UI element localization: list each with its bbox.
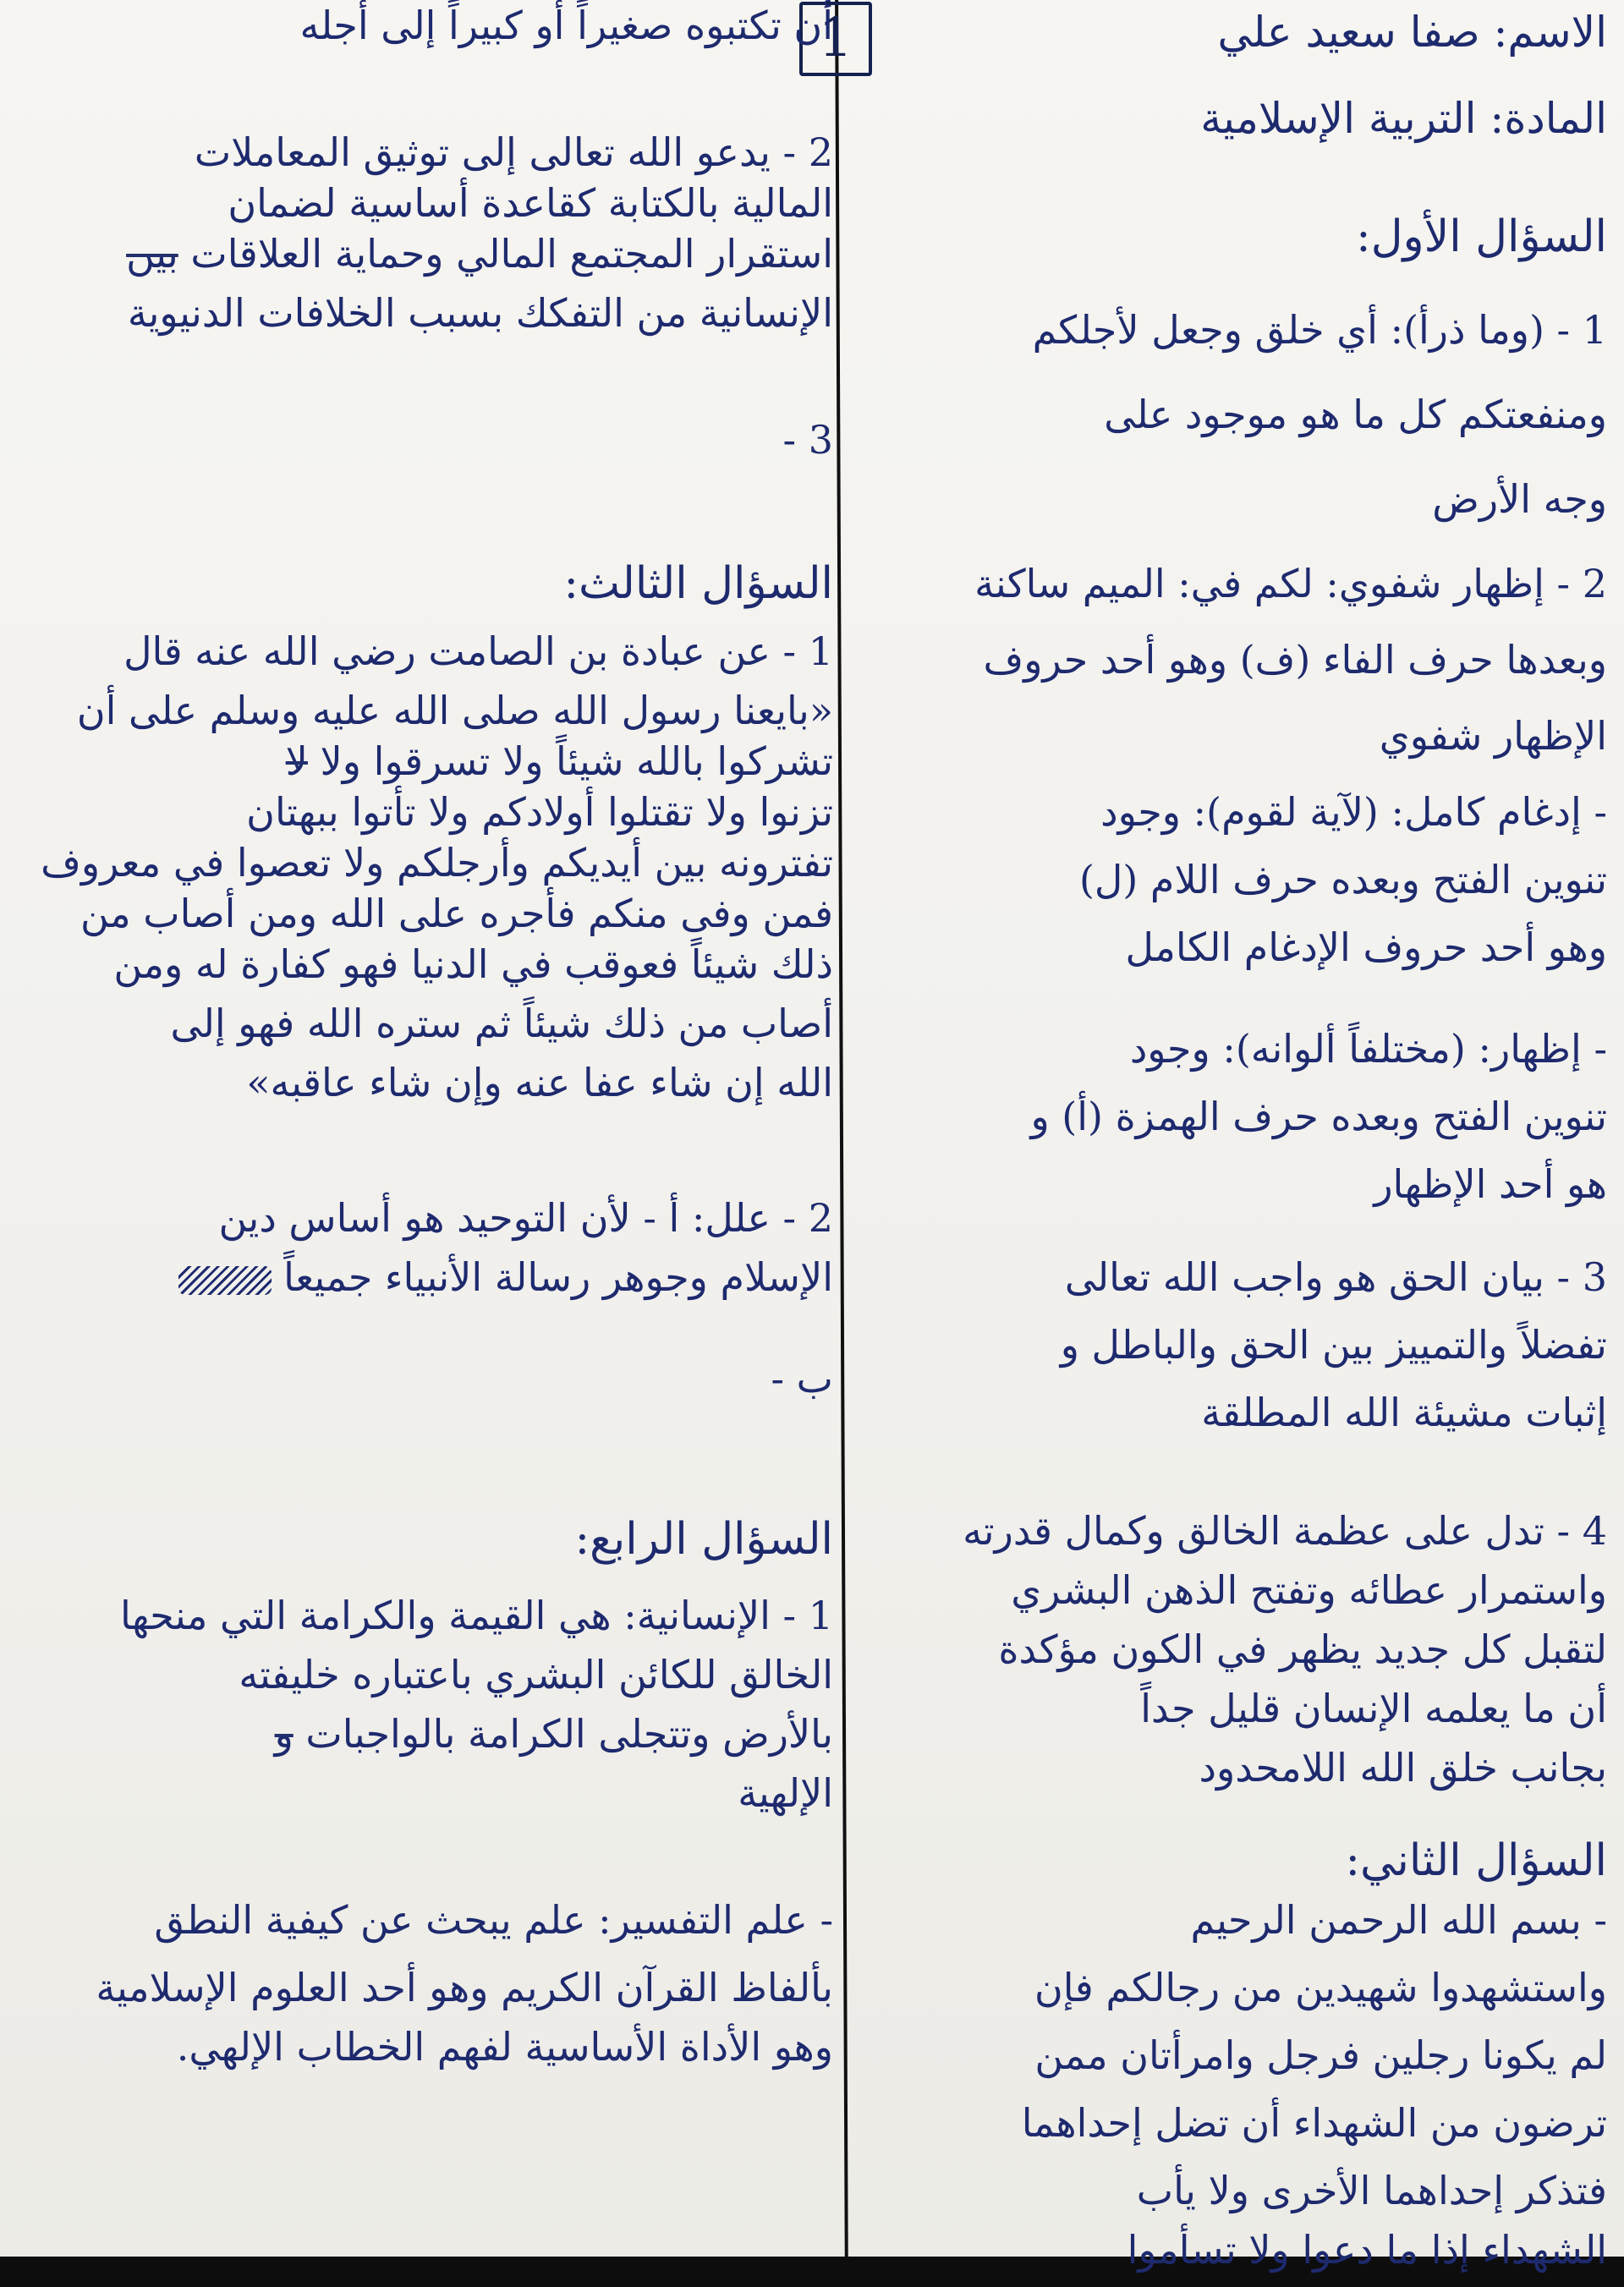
question-heading: السؤال الثاني: bbox=[1345, 1835, 1607, 1886]
answer-line: - إظهار: (مختلفاً ألوانه): وجود bbox=[1129, 1026, 1607, 1072]
answer-line: 2 - إظهار شفوي: لكم في: الميم ساكنة bbox=[974, 561, 1607, 606]
subject-line: المادة: التربية الإسلامية bbox=[1200, 94, 1607, 143]
answer-line: 2 - يدعو الله تعالى إلى توثيق المعاملات bbox=[194, 129, 833, 175]
answer-line: ذلك شيئاً فعوقب في الدنيا فهو كفارة له ومن bbox=[113, 941, 833, 987]
answer-line: الإسلام وجوهر رسالة الأنبياء جميعاً bbox=[178, 1252, 833, 1303]
student-name: الاسم: صفا سعيد علي bbox=[1217, 8, 1607, 57]
answer-line: الإنسانية من التفكك بسبب الخلافات الدنيوية bbox=[127, 290, 833, 336]
answer-line: وجه الأرض bbox=[1432, 476, 1607, 522]
struck-out-word: بين bbox=[126, 231, 178, 277]
answer-line: 3 - بيان الحق هو واجب الله تعالى bbox=[1064, 1254, 1607, 1300]
answer-line: - علم التفسير: علم يبحث عن كيفية النطق bbox=[154, 1897, 833, 1943]
answer-line: الإظهار شفوي bbox=[1379, 713, 1607, 759]
question-heading: السؤال الثالث: bbox=[563, 558, 833, 609]
answer-line: 3 - bbox=[782, 417, 833, 463]
answer-line: تفضلاً والتمييز بين الحق والباطل و bbox=[1060, 1322, 1607, 1368]
answer-line: 2 - علل: أ - لأن التوحيد هو أساس دين bbox=[218, 1195, 833, 1241]
answer-line: واستمرار عطائه وتفتح الذهن البشري bbox=[1011, 1567, 1607, 1613]
answer-line: بألفاظ القرآن الكريم وهو أحد العلوم الإسلامية bbox=[96, 1965, 833, 2010]
answer-line: ومنفعتكم كل ما هو موجود على bbox=[1104, 392, 1607, 437]
answer-line: لتقبل كل جديد يظهر في الكون مؤكدة bbox=[998, 1626, 1607, 1672]
answer-line: استقرار المجتمع المالي وحماية العلاقات بين bbox=[126, 231, 833, 277]
struck-out-word: لا bbox=[285, 738, 308, 784]
answer-line: فتذكر إحداهما الأخرى ولا يأب bbox=[1136, 2168, 1607, 2213]
answer-line: - إدغام كامل: (لآية لقوم): وجود bbox=[1100, 789, 1607, 835]
answer-line: ب - bbox=[771, 1356, 833, 1401]
answer-line: 4 - تدل على عظمة الخالق وكمال قدرته bbox=[963, 1508, 1607, 1554]
answer-line: واستشهدوا شهيدين من رجالكم فإن bbox=[1034, 1965, 1607, 2010]
answer-line: هو أحد الإظهار bbox=[1374, 1161, 1607, 1207]
answer-line: أن ما يعلمه الإنسان قليل جداً bbox=[1140, 1686, 1607, 1731]
answer-line: وهو أحد حروف الإدغام الكامل bbox=[1125, 924, 1607, 970]
answer-line: الله إن شاء عفا عنه وإن شاء عاقبه» bbox=[246, 1060, 833, 1105]
answer-line: تنوين الفتح وبعده حرف الهمزة (أ) و bbox=[1030, 1094, 1607, 1139]
answer-line: 1 - الإنسانية: هي القيمة والكرامة التي منحها bbox=[119, 1593, 833, 1638]
answer-line: وهو الأداة الأساسية لفهم الخطاب الإلهي. bbox=[176, 2024, 833, 2070]
answer-line: أن تكتبوه صغيراً أو كبيراً إلى أجله bbox=[299, 3, 833, 48]
answer-line: بجانب خلق الله اللامحدود bbox=[1199, 1745, 1607, 1791]
scribbled-out-word bbox=[178, 1266, 272, 1295]
answer-line: فمن وفى منكم فأجره على الله ومن أصاب من bbox=[80, 891, 833, 936]
answer-line: تنوين الفتح وبعده حرف اللام (ل) bbox=[1078, 857, 1607, 902]
answer-line: تزنوا ولا تقتلوا أولادكم ولا تأتوا ببهتان bbox=[246, 789, 833, 835]
answer-line: وبعدها حرف الفاء (ف) وهو أحد حروف bbox=[983, 637, 1607, 683]
answer-line: لم يكونا رجلين فرجل وامرأتان ممن bbox=[1034, 2032, 1607, 2078]
answer-line: «بايعنا رسول الله صلى الله عليه وسلم على أن bbox=[76, 688, 833, 733]
question-heading: السؤال الأول: bbox=[1356, 211, 1607, 262]
question-heading: السؤال الرابع: bbox=[574, 1514, 833, 1565]
answer-line: الإلهية bbox=[738, 1770, 833, 1816]
answer-line: 1 - (وما ذرأ): أي خلق وجعل لأجلكم bbox=[1032, 307, 1607, 353]
answer-line: 1 - عن عبادة بن الصامت رضي الله عنه قال bbox=[123, 628, 833, 674]
struck-out-word: و bbox=[274, 1711, 294, 1757]
answer-line: إثبات مشيئة الله المطلقة bbox=[1201, 1390, 1607, 1435]
answer-line: الشهداء إذا ما دعوا ولا تسأموا bbox=[1127, 2227, 1607, 2273]
answer-line: تفترونه بين أيديكم وأرجلكم ولا تعصوا في معروف bbox=[41, 840, 833, 886]
answer-line: - بسم الله الرحمن الرحيم bbox=[1190, 1897, 1607, 1943]
answer-line: بالأرض وتتجلى الكرامة بالواجبات و bbox=[274, 1711, 833, 1757]
answer-line: ترضون من الشهداء أن تضل إحداهما bbox=[1021, 2100, 1607, 2146]
answer-line: أصاب من ذلك شيئاً ثم ستره الله فهو إلى bbox=[170, 1001, 833, 1046]
answer-line: تشركوا بالله شيئاً ولا تسرقوا ولا لا bbox=[285, 738, 833, 784]
page-number-box: 1 bbox=[799, 2, 872, 76]
answer-line: الخالق للكائن البشري باعتباره خليفته bbox=[239, 1652, 833, 1697]
answer-line: المالية بالكتابة كقاعدة أساسية لضمان bbox=[228, 180, 833, 226]
